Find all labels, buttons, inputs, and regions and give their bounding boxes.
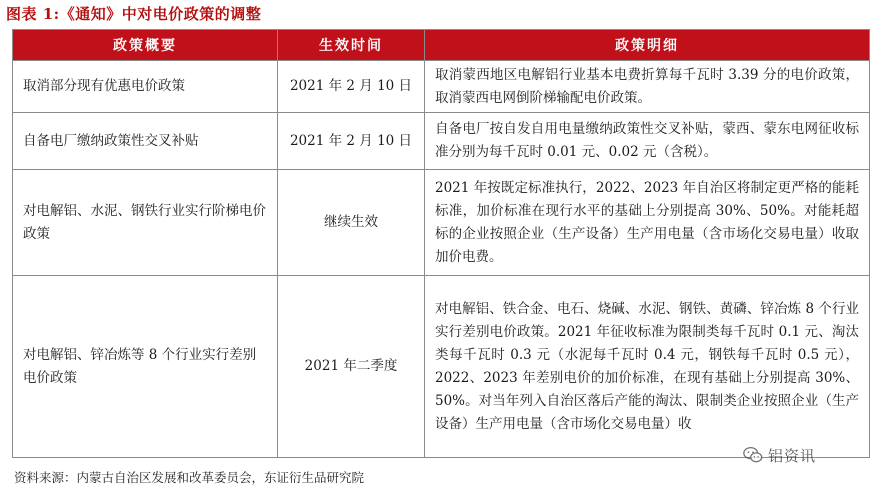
figure-title: 图表 1:《通知》中对电价政策的调整 xyxy=(6,5,262,23)
table-row xyxy=(13,113,870,170)
row-date: 2021 年 2 月 10 日 xyxy=(278,113,425,170)
row-date: 2021 年 2 月 10 日 xyxy=(278,61,425,113)
row-date: 2021 年二季度 xyxy=(278,276,425,458)
row-detail: 自备电厂按自发自用电量缴纳政策性交叉补贴，蒙西、蒙东电网征收标准分别为每千瓦时 0.01 元、0.02 元（含税）。 xyxy=(425,113,870,170)
row-detail: 取消蒙西地区电解铝行业基本电费折算每千瓦时 3.39 分的电价政策，取消蒙西电网倒阶梯输配电价政策。 xyxy=(425,61,870,113)
row-date: 继续生效 xyxy=(278,170,425,276)
table-row xyxy=(13,276,870,458)
table-row xyxy=(13,170,870,276)
table-header-row xyxy=(13,30,870,61)
policy-table xyxy=(12,29,870,458)
header-date: 生效时间 xyxy=(278,30,425,61)
row-summary: 对电解铝、锌冶炼等 8 个行业实行差别电价政策 xyxy=(13,276,278,458)
row-summary: 自备电厂缴纳政策性交叉补贴 xyxy=(13,113,278,170)
row-summary: 取消部分现有优惠电价政策 xyxy=(13,61,278,113)
row-detail: 2021 年按既定标准执行，2022、2023 年自治区将制定更严格的能耗标准，加价标准在现行水平的基础上分别提高 30%、50%。对能耗超标的企业按照企业（生产设备）生产用电量（含市场化交易电量）收取加价电费。 xyxy=(425,170,870,276)
header-summary: 政策概要 xyxy=(13,30,278,61)
row-summary: 对电解铝、水泥、钢铁行业实行阶梯电价政策 xyxy=(13,170,278,276)
watermark-text: 铝资讯 xyxy=(768,446,817,465)
source-note: 资料来源：内蒙古自治区发展和改革委员会，东证衍生品研究院 xyxy=(14,470,365,485)
wechat-icon xyxy=(742,444,764,466)
watermark xyxy=(742,440,872,470)
header-detail: 政策明细 xyxy=(425,30,870,61)
table-row xyxy=(13,61,870,113)
row-detail: 对电解铝、铁合金、电石、烧碱、水泥、钢铁、黄磷、锌冶炼 8 个行业实行差别电价政策。2021 年征收标准为限制类每千瓦时 0.1 元、淘汰类每千瓦时 0.3 元（水泥每千瓦时 0.4 元，钢铁每千瓦时 0.5 元），2022、2023 年差别电价的加价标准，在现有基础上分别提高 30%、50%。对当年列入自治区落后产能的淘汰、限制类企业按照企业（生产设备）生产用电量（含市场化交易电量）收 xyxy=(425,276,870,458)
